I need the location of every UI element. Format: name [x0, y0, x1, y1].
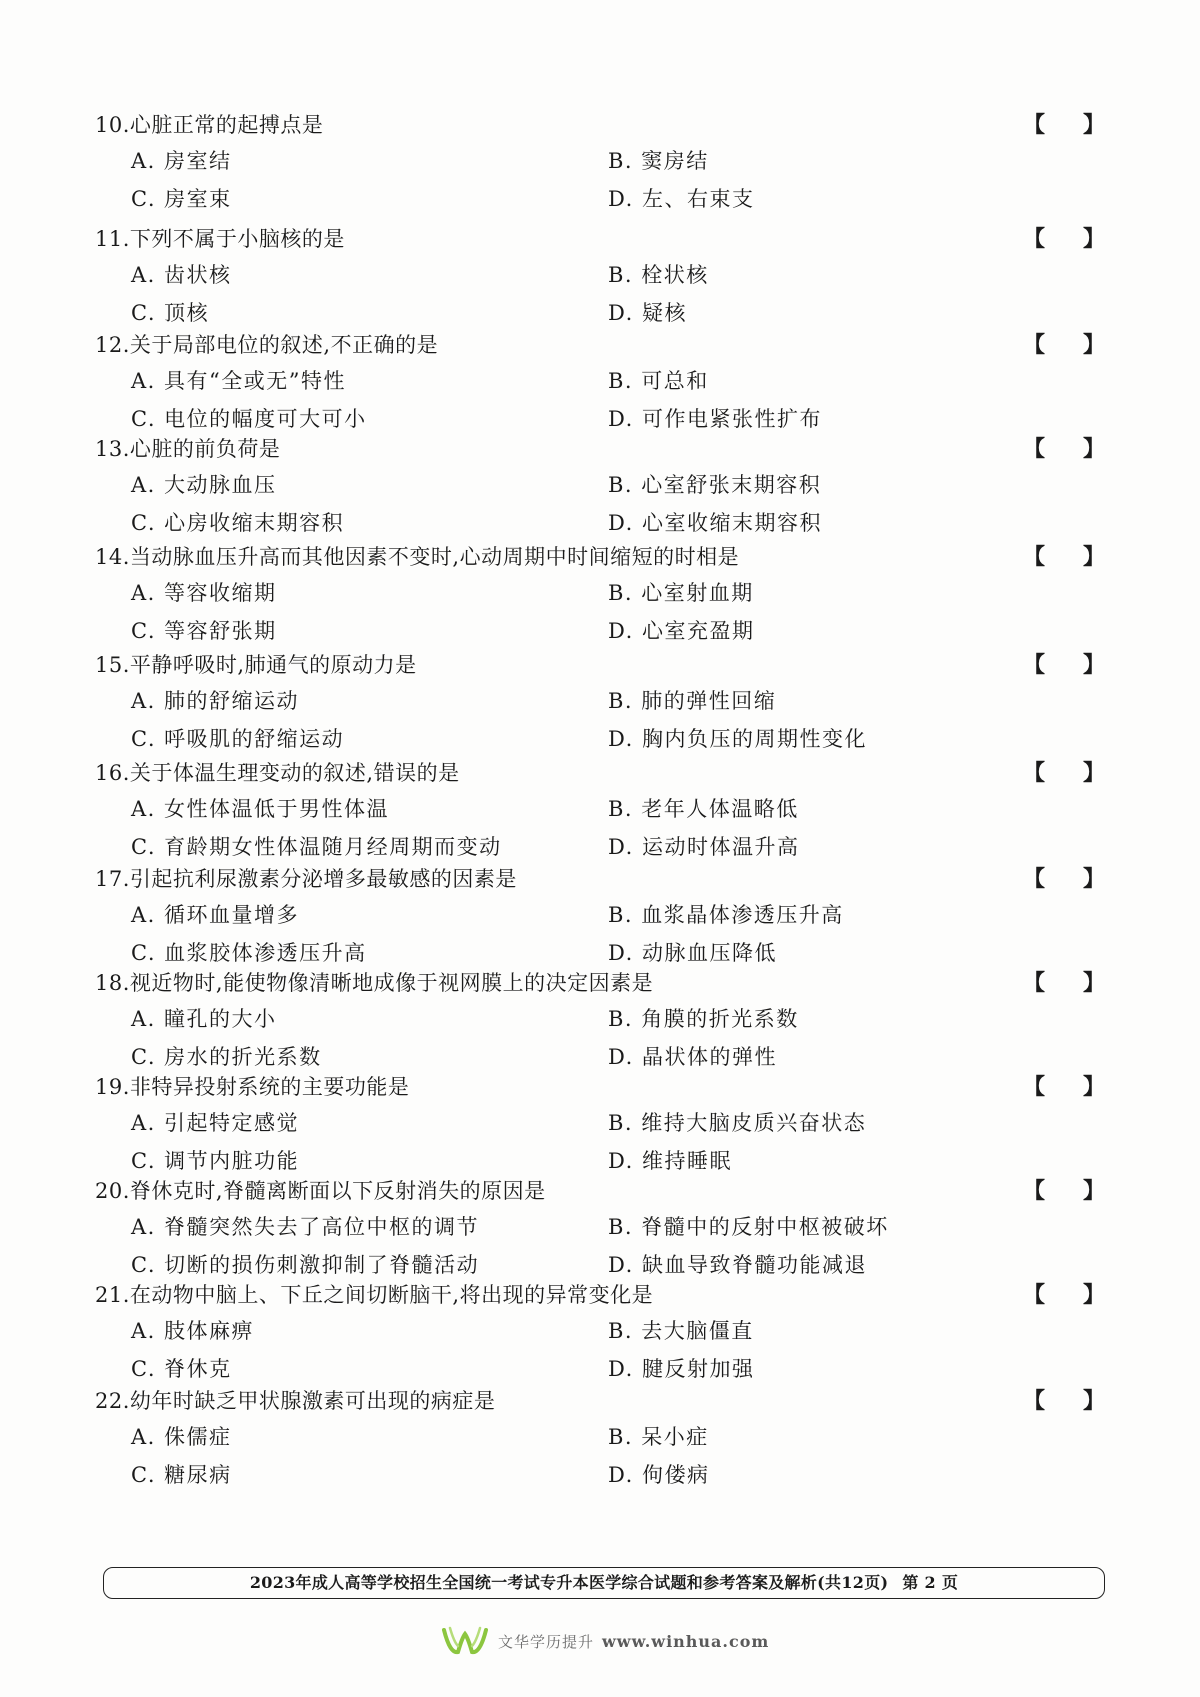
option-b: B. 窦房结	[608, 149, 709, 173]
bracket-close: 】	[1082, 1074, 1105, 1100]
question-stem: 10.心脏正常的起搏点是	[95, 113, 324, 137]
option-d: D. 运动时体温升高	[608, 835, 800, 859]
option-b: B. 脊髓中的反射中枢被破坏	[608, 1215, 889, 1239]
option-a: A. 侏儒症	[131, 1425, 232, 1449]
answer-bracket	[1023, 1386, 1105, 1416]
bracket-open: 【	[1023, 866, 1046, 892]
question-10	[95, 110, 1105, 224]
option-a: A. 大动脉血压	[131, 473, 277, 497]
question-stem: 11.下列不属于小脑核的是	[95, 227, 345, 251]
answer-bracket	[1023, 330, 1105, 360]
option-d: D. 佝偻病	[608, 1463, 710, 1487]
option-c: C. 心房收缩末期容积	[131, 511, 345, 535]
question-14	[95, 542, 1105, 650]
bracket-close: 】	[1082, 1178, 1105, 1204]
bracket-open: 【	[1023, 970, 1046, 996]
answer-bracket	[1023, 1072, 1105, 1102]
option-c: C. 等容舒张期	[131, 619, 277, 643]
answer-bracket	[1023, 1176, 1105, 1206]
option-c: C. 调节内脏功能	[131, 1149, 300, 1173]
option-a: A. 房室结	[131, 149, 232, 173]
bracket-close: 】	[1082, 866, 1105, 892]
option-a: A. 肺的舒缩运动	[131, 689, 300, 713]
question-stem: 17.引起抗利尿激素分泌增多最敏感的因素是	[95, 867, 517, 891]
bracket-open: 【	[1023, 112, 1046, 138]
answer-bracket	[1023, 650, 1105, 680]
bracket-close: 】	[1082, 652, 1105, 678]
option-c: C. 血浆胶体渗透压升高	[131, 941, 367, 965]
bracket-open: 【	[1023, 1388, 1046, 1414]
option-a: A. 等容收缩期	[131, 581, 277, 605]
question-stem: 12.关于局部电位的叙述,不正确的是	[95, 333, 439, 357]
bracket-close: 】	[1082, 760, 1105, 786]
option-c: C. 糖尿病	[131, 1463, 232, 1487]
bracket-close: 】	[1082, 1282, 1105, 1308]
question-stem: 14.当动脉血压升高而其他因素不变时,心动周期中时间缩短的时相是	[95, 545, 740, 569]
bracket-open: 【	[1023, 1178, 1046, 1204]
option-c: C. 育龄期女性体温随月经周期而变动	[131, 835, 502, 859]
page-number: 第 2 页	[902, 1573, 959, 1592]
question-11	[95, 224, 1105, 330]
bracket-open: 【	[1023, 652, 1046, 678]
option-c: C. 顶核	[131, 301, 210, 325]
option-d: D. 维持睡眠	[608, 1149, 732, 1173]
bracket-open: 【	[1023, 436, 1046, 462]
bracket-close: 】	[1082, 226, 1105, 252]
bracket-open: 【	[1023, 1074, 1046, 1100]
question-stem: 19.非特异投射系统的主要功能是	[95, 1075, 410, 1099]
watermark-brand: 文华学历提升	[498, 1632, 595, 1651]
bracket-close: 】	[1082, 332, 1105, 358]
option-b: B. 栓状核	[608, 263, 709, 287]
question-20	[95, 1176, 1105, 1280]
answer-bracket	[1023, 110, 1105, 140]
question-12	[95, 330, 1105, 434]
option-a: A. 瞳孔的大小	[131, 1007, 277, 1031]
bracket-close: 】	[1082, 1388, 1105, 1414]
question-16	[95, 758, 1105, 864]
question-15	[95, 650, 1105, 758]
question-17	[95, 864, 1105, 968]
option-d: D. 疑核	[608, 301, 687, 325]
option-a: A. 齿状核	[131, 263, 232, 287]
option-c: C. 房水的折光系数	[131, 1045, 322, 1069]
watermark	[440, 1624, 769, 1658]
option-b: B. 心室舒张末期容积	[608, 473, 822, 497]
question-stem: 21.在动物中脑上、下丘之间切断脑干,将出现的异常变化是	[95, 1283, 654, 1307]
bracket-open: 【	[1023, 760, 1046, 786]
bracket-open: 【	[1023, 1282, 1046, 1308]
option-b: B. 呆小症	[608, 1425, 709, 1449]
question-18	[95, 968, 1105, 1072]
answer-bracket	[1023, 1280, 1105, 1310]
option-b: B. 心室射血期	[608, 581, 754, 605]
footer-title: 2023年成人高等学校招生全国统一考试专升本医学综合试题和参考答案及解析(共12页)	[249, 1573, 889, 1592]
answer-bracket	[1023, 224, 1105, 254]
bracket-close: 】	[1082, 544, 1105, 570]
question-stem: 18.视近物时,能使物像清晰地成像于视网膜上的决定因素是	[95, 971, 654, 995]
question-stem: 16.关于体温生理变动的叙述,错误的是	[95, 761, 460, 785]
question-list	[95, 110, 1105, 1494]
option-d: D. 缺血导致脊髓功能减退	[608, 1253, 867, 1277]
question-stem: 13.心脏的前负荷是	[95, 437, 281, 461]
answer-bracket	[1023, 758, 1105, 788]
answer-bracket	[1023, 542, 1105, 572]
question-19	[95, 1072, 1105, 1176]
option-b: B. 维持大脑皮质兴奋状态	[608, 1111, 867, 1135]
bracket-open: 【	[1023, 332, 1046, 358]
option-b: B. 角膜的折光系数	[608, 1007, 799, 1031]
option-b: B. 去大脑僵直	[608, 1319, 754, 1343]
option-d: D. 左、右束支	[608, 187, 755, 211]
option-b: B. 可总和	[608, 369, 709, 393]
bracket-open: 【	[1023, 226, 1046, 252]
option-d: D. 动脉血压降低	[608, 941, 777, 965]
option-c: C. 脊休克	[131, 1357, 232, 1381]
option-d: D. 心室充盈期	[608, 619, 755, 643]
option-d: D. 胸内负压的周期性变化	[608, 727, 867, 751]
option-c: C. 电位的幅度可大可小	[131, 407, 367, 431]
option-c: C. 切断的损伤刺激抑制了脊髓活动	[131, 1253, 480, 1277]
option-b: B. 老年人体温略低	[608, 797, 799, 821]
option-d: D. 可作电紧张性扩布	[608, 407, 822, 431]
question-21	[95, 1280, 1105, 1386]
bracket-close: 】	[1082, 436, 1105, 462]
option-c: C. 呼吸肌的舒缩运动	[131, 727, 345, 751]
question-stem: 20.脊休克时,脊髓离断面以下反射消失的原因是	[95, 1179, 546, 1203]
page-footer	[103, 1567, 1105, 1599]
question-stem: 15.平静呼吸时,肺通气的原动力是	[95, 653, 417, 677]
option-d: D. 晶状体的弹性	[608, 1045, 777, 1069]
option-b: B. 肺的弹性回缩	[608, 689, 777, 713]
question-22	[95, 1386, 1105, 1494]
option-b: B. 血浆晶体渗透压升高	[608, 903, 844, 927]
option-a: A. 女性体温低于男性体温	[131, 797, 390, 821]
watermark-url: www.winhua.com	[602, 1631, 770, 1651]
option-a: A. 引起特定感觉	[131, 1111, 300, 1135]
option-a: A. 具有“全或无”特性	[131, 369, 346, 393]
bracket-close: 】	[1082, 112, 1105, 138]
bracket-open: 【	[1023, 544, 1046, 570]
option-a: A. 脊髓突然失去了高位中枢的调节	[131, 1215, 480, 1239]
option-c: C. 房室束	[131, 187, 232, 211]
option-d: D. 腱反射加强	[608, 1357, 755, 1381]
answer-bracket	[1023, 968, 1105, 998]
winhua-logo-icon	[440, 1624, 490, 1658]
answer-bracket	[1023, 434, 1105, 464]
option-a: A. 肢体麻痹	[131, 1319, 255, 1343]
option-d: D. 心室收缩末期容积	[608, 511, 822, 535]
question-stem: 22.幼年时缺乏甲状腺激素可出现的病症是	[95, 1389, 496, 1413]
bracket-close: 】	[1082, 970, 1105, 996]
answer-bracket	[1023, 864, 1105, 894]
option-a: A. 循环血量增多	[131, 903, 300, 927]
question-13	[95, 434, 1105, 542]
